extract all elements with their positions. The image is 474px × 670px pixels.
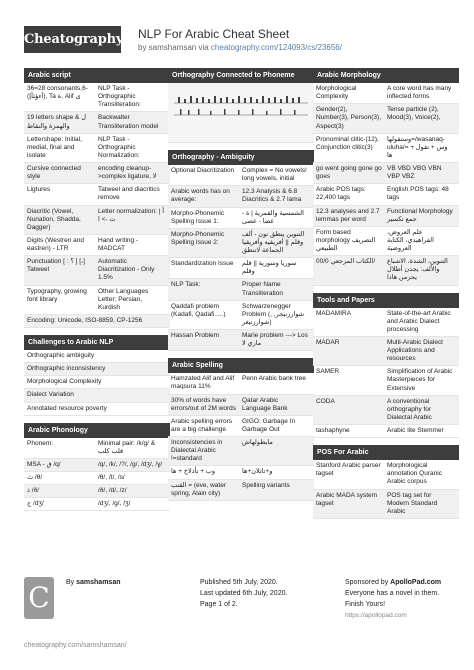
row-definition: Spelling variants xyxy=(242,481,290,489)
ambiguity-row xyxy=(168,208,314,229)
row-definition: و+تاثلان+ها xyxy=(242,468,273,476)
row-definition: GIGO: Garbage In Garbage Out xyxy=(242,417,296,433)
page-header xyxy=(0,0,474,62)
arabic-script-panel xyxy=(24,68,170,328)
script-row xyxy=(24,134,170,163)
row-term: Lettershape: Initial, medial, final and isolate xyxy=(27,135,82,159)
tool-row xyxy=(313,396,459,425)
row-term: Qaddafi problem (Kadafi, Qadafi.....) xyxy=(171,302,226,318)
row-term: Gender(2), Number(3), Person(3), Aspect(3) xyxy=(316,106,382,130)
row-definition: NLP Task - Orthographic Normalization: xyxy=(98,135,140,159)
morphology-row xyxy=(313,163,459,184)
sheet-url-link[interactable]: cheatography.com/124093/cs/23656/ xyxy=(210,43,342,52)
spelling-row xyxy=(168,437,314,466)
row-term: Inconsistencies in Dialectal Arabic !=standard xyxy=(171,439,223,463)
author-url-link[interactable]: cheatography.com/samshamsan/ xyxy=(24,642,127,649)
row-term: 12.3 analyses and 2.7 lemmas per word xyxy=(316,207,380,223)
page-number: Page 1 of 2. xyxy=(200,601,238,609)
row-definition: English POS tags: 48 tags xyxy=(387,186,449,202)
challenge-item: Orthographic inconsistency xyxy=(24,363,170,376)
row-term: Arabic words has on average: xyxy=(171,188,230,204)
row-term: MSA - ق /q/ xyxy=(27,460,61,468)
byline: by samshamsan via cheatography.com/124093/cs/23656/ xyxy=(138,43,342,52)
row-definition: State-of-the-art Arabic and Arabic Dialect processing xyxy=(387,309,451,333)
page-title: NLP For Arabic Cheat Sheet xyxy=(138,27,290,41)
sponsor-text: Everyone has a novel in them. Finish Yours! xyxy=(345,590,440,609)
row-term: Hamzated Alif and Alif maqsura 11% xyxy=(171,375,235,391)
row-term: go went going gone go goes xyxy=(316,165,382,181)
column-2 xyxy=(168,68,314,508)
tool-row xyxy=(313,366,459,395)
row-definition: VB VBD VBG VBN VBP VBZ xyxy=(387,165,442,181)
row-definition: A conventional orthography for Dialectal Arabic xyxy=(387,397,432,421)
tools-panel xyxy=(313,293,459,439)
pos-panel xyxy=(313,445,459,519)
spelling-row xyxy=(168,466,314,479)
row-term: Stanford Arabic parser tagset xyxy=(316,462,381,478)
row-definition: Multi-Arabic Dialect Applications and resources xyxy=(387,338,443,363)
panel-title: Arabic Spelling xyxy=(168,358,314,373)
row-definition: الشمسية والقمرية | ة - عصا - عصى xyxy=(242,209,304,225)
phonology-row xyxy=(24,459,170,472)
row-term: Form based morphology التصريف الطبيعي xyxy=(316,228,376,252)
challenge-item: Dialect Variation xyxy=(24,389,170,402)
row-term: Arabic POS tags: 22,400 tags xyxy=(316,186,366,202)
spelling-row xyxy=(168,480,314,501)
spelling-panel xyxy=(168,358,314,501)
row-definition: Automatic Diacritization - Only 1.5% xyxy=(98,258,155,282)
row-definition: Proper Name Transliteration xyxy=(242,281,283,297)
row-term: MADAMIRA xyxy=(316,309,352,317)
page-footer xyxy=(24,572,450,624)
row-term: Phonem: xyxy=(27,439,54,447)
row-definition: 12.3 Analysis & 6.8 Diacritics & 2.7 lama xyxy=(242,188,302,204)
cheatography-logo[interactable]: Cheatography xyxy=(24,26,121,53)
row-term: MADAR xyxy=(316,338,340,346)
panel-title: Orthography - Ambiguity xyxy=(168,150,314,165)
row-definition: Morphological annotation Quranic Arabic corpus xyxy=(387,462,442,486)
row-term: Arabic MADA system tagset xyxy=(316,491,378,507)
morphology-row xyxy=(313,104,459,133)
tool-row xyxy=(313,337,459,366)
ambiguity-row xyxy=(168,229,314,258)
ortho-phoneme-image xyxy=(168,83,314,143)
row-definition: مايطولهاش xyxy=(242,439,273,446)
row-definition: Tense particle (2), Mood(3), Voice(2), xyxy=(387,106,441,122)
row-term: Typography, growing font library xyxy=(27,287,87,303)
row-term: Cursive connected style xyxy=(27,165,81,181)
row-term: Morphological Complexity xyxy=(316,85,357,101)
column-1 xyxy=(24,68,170,518)
row-definition: Tatweel and diacritics remove xyxy=(98,186,160,202)
script-row xyxy=(24,256,170,285)
phonology-row xyxy=(24,498,170,511)
updated-date: Last updated 6th July, 2020. xyxy=(200,590,288,598)
row-definition: NLP Task - Orthographic Transliteration: xyxy=(98,85,141,109)
phonology-panel xyxy=(24,423,170,512)
row-term: Optional Diacritization xyxy=(171,167,235,174)
script-row xyxy=(24,206,170,235)
row-definition: Minimal pair: /k/g/ & قلب كلب xyxy=(98,439,156,455)
row-definition: Simplification of Arabic Masterpieces for Extensive xyxy=(387,368,453,392)
morphology-row xyxy=(313,83,459,104)
script-row xyxy=(24,184,170,205)
morphology-row xyxy=(313,256,459,285)
cheatography-badge-icon: C xyxy=(24,577,54,619)
row-definition: Qatar Arabic Language Bank xyxy=(242,396,288,412)
row-definition: Schwarzenegger Problem (, شوارزنيجر, شوارزنيغر) xyxy=(242,302,305,326)
row-term: وب + تأذلاخ + ها xyxy=(171,468,216,476)
ambiguity-row xyxy=(168,186,314,207)
panel-title: Arabic Morphology xyxy=(313,68,459,83)
row-term: Standardization Issue xyxy=(171,260,234,268)
sponsor-url-link[interactable]: https://apollopad.com xyxy=(345,611,407,619)
row-definition: Letter normalization: أ | ت -> ا xyxy=(98,207,165,223)
morphology-row xyxy=(313,227,459,256)
ambiguity-row xyxy=(168,301,314,330)
row-term: Diacritic (Vowel, Nunation, Shadda, Dagger) xyxy=(27,207,81,231)
row-definition: /ð/, /d/, /z/ xyxy=(98,487,127,495)
row-term: Pronominal clitic-(12), Conjunction clitic(3) xyxy=(316,135,379,151)
morphology-row xyxy=(313,134,459,163)
ambiguity-row xyxy=(168,330,314,351)
row-definition: encoding cleanup- >complex ligature, لا xyxy=(98,165,157,181)
row-term: 30% of words have errors/out of 2M words xyxy=(171,396,237,412)
panel-title: Orthography Connected to Phoneme xyxy=(168,68,314,83)
panel-title: Arabic script xyxy=(24,68,170,83)
row-definition: سوريا وسورية || قلم وقلم xyxy=(242,260,297,276)
row-term: NLP Task: xyxy=(171,281,201,289)
ambiguity-panel xyxy=(168,150,314,351)
row-term: Digits (Westren and eastren) - LTR xyxy=(27,236,84,252)
morphology-row xyxy=(313,184,459,205)
encoding-row: Encoding: Unicode, ISO-8859, CP-1256 xyxy=(24,315,170,328)
row-definition: علم العروض، الفراهيدي، الكتابة العروضية xyxy=(387,228,434,252)
row-term: ج /dʒ/ xyxy=(27,500,44,508)
row-definition: Arabic lite Stemmer xyxy=(387,427,444,434)
row-term: Punctuation [ : ؟ ] [،] Tatweel xyxy=(27,258,85,274)
row-definition: Hand writing - MADCAT xyxy=(98,236,139,252)
challenge-item: Morphological Complexity xyxy=(24,376,170,389)
pos-row xyxy=(313,460,459,489)
phonology-row xyxy=(24,485,170,498)
spelling-row xyxy=(168,373,314,394)
row-definition: Marie problem ---> Los ماري لا xyxy=(242,332,308,348)
tool-row xyxy=(313,308,459,337)
footer-author: By samshamsan xyxy=(66,579,121,586)
tool-row xyxy=(313,425,459,438)
row-term: CODA xyxy=(316,397,335,405)
morphology-panel xyxy=(313,68,459,286)
panel-title: POS For Arabic xyxy=(313,445,459,460)
row-definition: /θ/, /t/, /s/ xyxy=(98,474,125,481)
row-term: الكتاب المرجعي 00/0/ xyxy=(316,258,376,266)
row-term: SAMER xyxy=(316,368,340,376)
row-term: 36=28 consonants,6-(أ‍ء‍ؤ‍ئ‍آ‍إ), Ta ة, Alif ى xyxy=(27,85,88,101)
row-term: ذ /ð/ xyxy=(27,487,39,495)
script-row xyxy=(24,163,170,184)
row-definition: A core word has many inflected forms xyxy=(387,85,452,101)
row-term: 19 letters shape & ل والهمزة والنقاط xyxy=(27,114,86,130)
row-definition: وستقولها=/wasanaq-uluha/= وس + تقول + ها xyxy=(387,135,448,159)
row-definition: POS tag set for Modern Standard Arabic xyxy=(387,491,438,515)
challenges-panel xyxy=(24,335,170,416)
row-definition: Complex = No vowels! long vowels, initial xyxy=(242,167,307,183)
phonology-row xyxy=(24,472,170,485)
footer-publish-info xyxy=(200,577,287,611)
ortho-phoneme-figure xyxy=(168,83,314,143)
row-term: ث /θ/ xyxy=(27,474,43,481)
footer-sponsor: Sponsored by ApolloPad.com Everyone has a novel in them. Finish Yours! https://apollopad.com xyxy=(345,577,450,621)
ortho-phoneme-panel xyxy=(168,68,314,143)
panel-title: Challenges to Arabic NLP xyxy=(24,335,170,350)
row-definition: Functional Morphology جمع تكسير xyxy=(387,207,453,223)
challenge-item: Orthographic ambiguity xyxy=(24,350,170,363)
published-date: Published 5th July, 2020. xyxy=(200,579,278,586)
challenge-item: Annotated resource poverty xyxy=(24,403,170,416)
panel-title: Arabic Phonology xyxy=(24,423,170,438)
column-3 xyxy=(313,68,459,526)
script-row xyxy=(24,286,170,315)
row-definition: Penn Arabic bank tree xyxy=(242,375,306,383)
row-term: القنب = (eve, water spring, Alain city) xyxy=(171,481,226,497)
row-definition: Other Languages Letter: Persian, Kurdish xyxy=(98,287,149,311)
morphology-row xyxy=(313,206,459,227)
row-term: Ligtures xyxy=(27,186,51,194)
ambiguity-row xyxy=(168,279,314,300)
phonology-row xyxy=(24,438,170,459)
row-definition: /dʒ/, /g/, /ʒ/ xyxy=(98,500,131,508)
script-row xyxy=(24,235,170,256)
row-definition: التنوين، الشدة، الاشباع والألف: يجدن أطلال يحرمن هادا xyxy=(387,258,448,282)
row-definition: /q/, /k/, /?/, /g/, /dʒ/, /ɣ/ xyxy=(98,460,163,468)
row-term: Arabic spelling errors are a big challenge xyxy=(171,417,233,433)
footer-author-link[interactable]: samshamsan xyxy=(76,579,121,586)
row-definition: Backwalter Transliteration model xyxy=(98,114,159,130)
ambiguity-row xyxy=(168,165,314,186)
script-row xyxy=(24,112,170,133)
sponsor-link[interactable]: ApolloPad.com xyxy=(390,579,442,586)
spelling-row xyxy=(168,395,314,416)
row-term: tashaphyne xyxy=(316,427,350,434)
panel-title: Tools and Papers xyxy=(313,293,459,308)
row-term: Morpho-Phonemic Spelling Issue 1: xyxy=(171,209,225,225)
row-definition: التنوين ينطق نون - ألف وقلم || أفريقيه وأفريقيا الجماعة لاتنطق xyxy=(242,230,305,254)
author-link[interactable]: samshamsan xyxy=(148,43,197,52)
spelling-row xyxy=(168,416,314,437)
script-row xyxy=(24,83,170,112)
ambiguity-row xyxy=(168,258,314,279)
pos-row xyxy=(313,490,459,519)
row-term: Hassan Problem xyxy=(171,332,220,339)
row-term: Morpho-Phonemic Spelling Issue 2: xyxy=(171,230,225,246)
